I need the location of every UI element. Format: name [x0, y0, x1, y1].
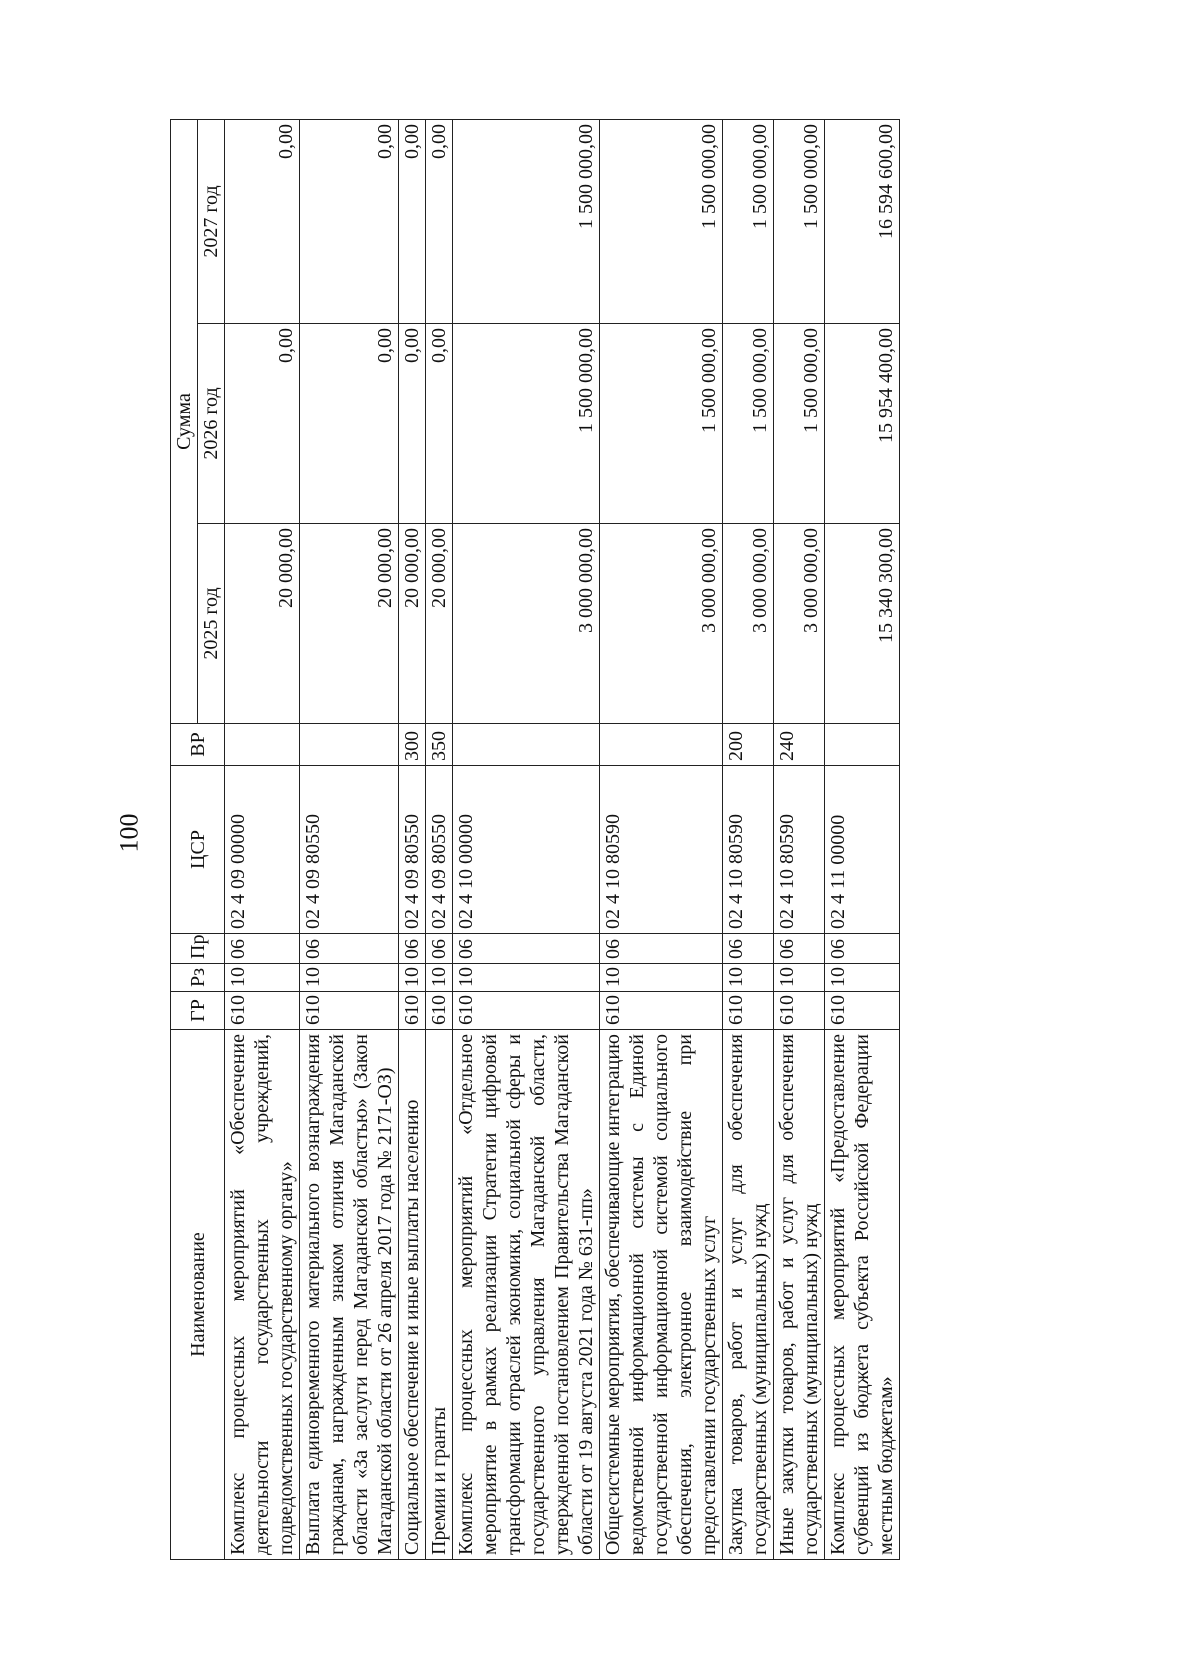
rotated-table-area: [170, 120, 1006, 1560]
cell-csr: 02 4 09 80550: [300, 766, 399, 934]
header-2027: 2027 год: [198, 119, 225, 323]
rotated-table-container: [170, 120, 1006, 1560]
cell-rz: 10: [723, 964, 774, 992]
cell-pr: 06: [825, 934, 900, 964]
cell-2025: 20 000,00: [399, 524, 426, 724]
cell-pr: 06: [600, 934, 723, 964]
cell-name: Социальное обеспечение и иные выплаты населению: [399, 1030, 426, 1560]
cell-csr: 02 4 09 80550: [426, 766, 453, 934]
table-body: [225, 119, 900, 1559]
cell-pr: 06: [399, 934, 426, 964]
table-row: [825, 119, 900, 1559]
cell-name: Комплекс процессных мероприятий «Предоставление субвенций из бюджета субъекта Российской Федерации местным бюджетам»: [825, 1030, 900, 1560]
cell-2026: 0,00: [399, 324, 426, 524]
cell-csr: 02 4 10 80590: [723, 766, 774, 934]
table-row: [723, 119, 774, 1559]
cell-rz: 10: [453, 964, 600, 992]
header-name: Наименование: [171, 1030, 225, 1560]
cell-csr: 02 4 11 00000: [825, 766, 900, 934]
cell-2026: 1 500 000,00: [774, 324, 825, 524]
cell-rz: 10: [600, 964, 723, 992]
cell-gr: 610: [225, 992, 300, 1030]
header-rz: Рз: [171, 964, 225, 992]
header-gr: ГР: [171, 992, 225, 1030]
cell-gr: 610: [300, 992, 399, 1030]
cell-2025: 20 000,00: [426, 524, 453, 724]
cell-rz: 10: [774, 964, 825, 992]
cell-2026: 1 500 000,00: [723, 324, 774, 524]
cell-gr: 610: [774, 992, 825, 1030]
cell-vr: [600, 724, 723, 766]
cell-csr: 02 4 09 80550: [399, 766, 426, 934]
page-number: 100: [114, 813, 144, 853]
cell-vr: 200: [723, 724, 774, 766]
table-row: [774, 119, 825, 1559]
cell-2025: 3 000 000,00: [600, 524, 723, 724]
table-row: [300, 119, 399, 1559]
cell-gr: 610: [453, 992, 600, 1030]
cell-pr: 06: [723, 934, 774, 964]
header-2026: 2026 год: [198, 324, 225, 524]
cell-2025: 3 000 000,00: [774, 524, 825, 724]
header-csr: ЦСР: [171, 766, 225, 934]
cell-2026: 15 954 400,00: [825, 324, 900, 524]
cell-name: Закупка товаров, работ и услуг для обеспечения государственных (муниципальных) нужд: [723, 1030, 774, 1560]
cell-rz: 10: [300, 964, 399, 992]
cell-rz: 10: [399, 964, 426, 992]
cell-2026: 1 500 000,00: [453, 324, 600, 524]
cell-2025: 20 000,00: [225, 524, 300, 724]
cell-name: Комплекс процессных мероприятий «Отдельное мероприятие в рамках реализации Стратегии цифровой трансформации отраслей экономики, социальной сферы и государственного управления Магаданской области, утвержденной постановлением Правительства Магаданской области от 19 августа 2021 года № 631-пп»: [453, 1030, 600, 1560]
cell-2027: 0,00: [399, 119, 426, 323]
header-vr: ВР: [171, 724, 225, 766]
cell-2027: 1 500 000,00: [723, 119, 774, 323]
cell-pr: 06: [300, 934, 399, 964]
cell-name: Выплата единовременного материального вознаграждения гражданам, награжденным знаком отличия Магаданской области «За заслуги перед Магаданской областью» (Закон Магаданской области от 26 апреля 2017 года № 2171-ОЗ): [300, 1030, 399, 1560]
cell-pr: 06: [225, 934, 300, 964]
cell-2026: 0,00: [426, 324, 453, 524]
cell-2027: 0,00: [426, 119, 453, 323]
header-pr: Пр: [171, 934, 225, 964]
cell-vr: [453, 724, 600, 766]
cell-2026: 0,00: [300, 324, 399, 524]
table-row: [426, 119, 453, 1559]
cell-2026: 1 500 000,00: [600, 324, 723, 524]
budget-table: [170, 119, 900, 1560]
cell-2027: 1 500 000,00: [774, 119, 825, 323]
cell-2025: 15 340 300,00: [825, 524, 900, 724]
cell-gr: 610: [825, 992, 900, 1030]
header-row-1: [171, 119, 198, 1559]
cell-gr: 610: [723, 992, 774, 1030]
cell-rz: 10: [225, 964, 300, 992]
cell-vr: 350: [426, 724, 453, 766]
cell-csr: 02 4 09 00000: [225, 766, 300, 934]
cell-2025: 3 000 000,00: [453, 524, 600, 724]
cell-2027: 0,00: [225, 119, 300, 323]
cell-vr: 240: [774, 724, 825, 766]
cell-gr: 610: [399, 992, 426, 1030]
table-row: [399, 119, 426, 1559]
cell-2026: 0,00: [225, 324, 300, 524]
cell-2027: 0,00: [300, 119, 399, 323]
cell-csr: 02 4 10 00000: [453, 766, 600, 934]
cell-rz: 10: [426, 964, 453, 992]
cell-csr: 02 4 10 80590: [774, 766, 825, 934]
cell-2025: 20 000,00: [300, 524, 399, 724]
cell-pr: 06: [774, 934, 825, 964]
cell-csr: 02 4 10 80590: [600, 766, 723, 934]
cell-2027: 16 594 600,00: [825, 119, 900, 323]
table-row: [453, 119, 600, 1559]
table-row: [600, 119, 723, 1559]
cell-vr: 300: [399, 724, 426, 766]
cell-name: Премии и гранты: [426, 1030, 453, 1560]
cell-name: Иные закупки товаров, работ и услуг для обеспечения государственных (муниципальных) нужд: [774, 1030, 825, 1560]
cell-gr: 610: [426, 992, 453, 1030]
cell-vr: [225, 724, 300, 766]
cell-gr: 610: [600, 992, 723, 1030]
cell-name: Комплекс процессных мероприятий «Обеспечение деятельности государственных учреждений, подведомственных государственному органу»: [225, 1030, 300, 1560]
cell-rz: 10: [825, 964, 900, 992]
cell-vr: [300, 724, 399, 766]
cell-pr: 06: [426, 934, 453, 964]
header-2025: 2025 год: [198, 524, 225, 724]
table-row: [225, 119, 300, 1559]
cell-2027: 1 500 000,00: [453, 119, 600, 323]
cell-vr: [825, 724, 900, 766]
cell-pr: 06: [453, 934, 600, 964]
header-sum: Сумма: [171, 119, 198, 723]
cell-name: Общесистемные мероприятия, обеспечивающие интеграцию ведомственной информационной системы с Единой государственной информационной системой социального обеспечения, электронное взаимодействие при предоставлении государственных услуг: [600, 1030, 723, 1560]
cell-2027: 1 500 000,00: [600, 119, 723, 323]
cell-2025: 3 000 000,00: [723, 524, 774, 724]
